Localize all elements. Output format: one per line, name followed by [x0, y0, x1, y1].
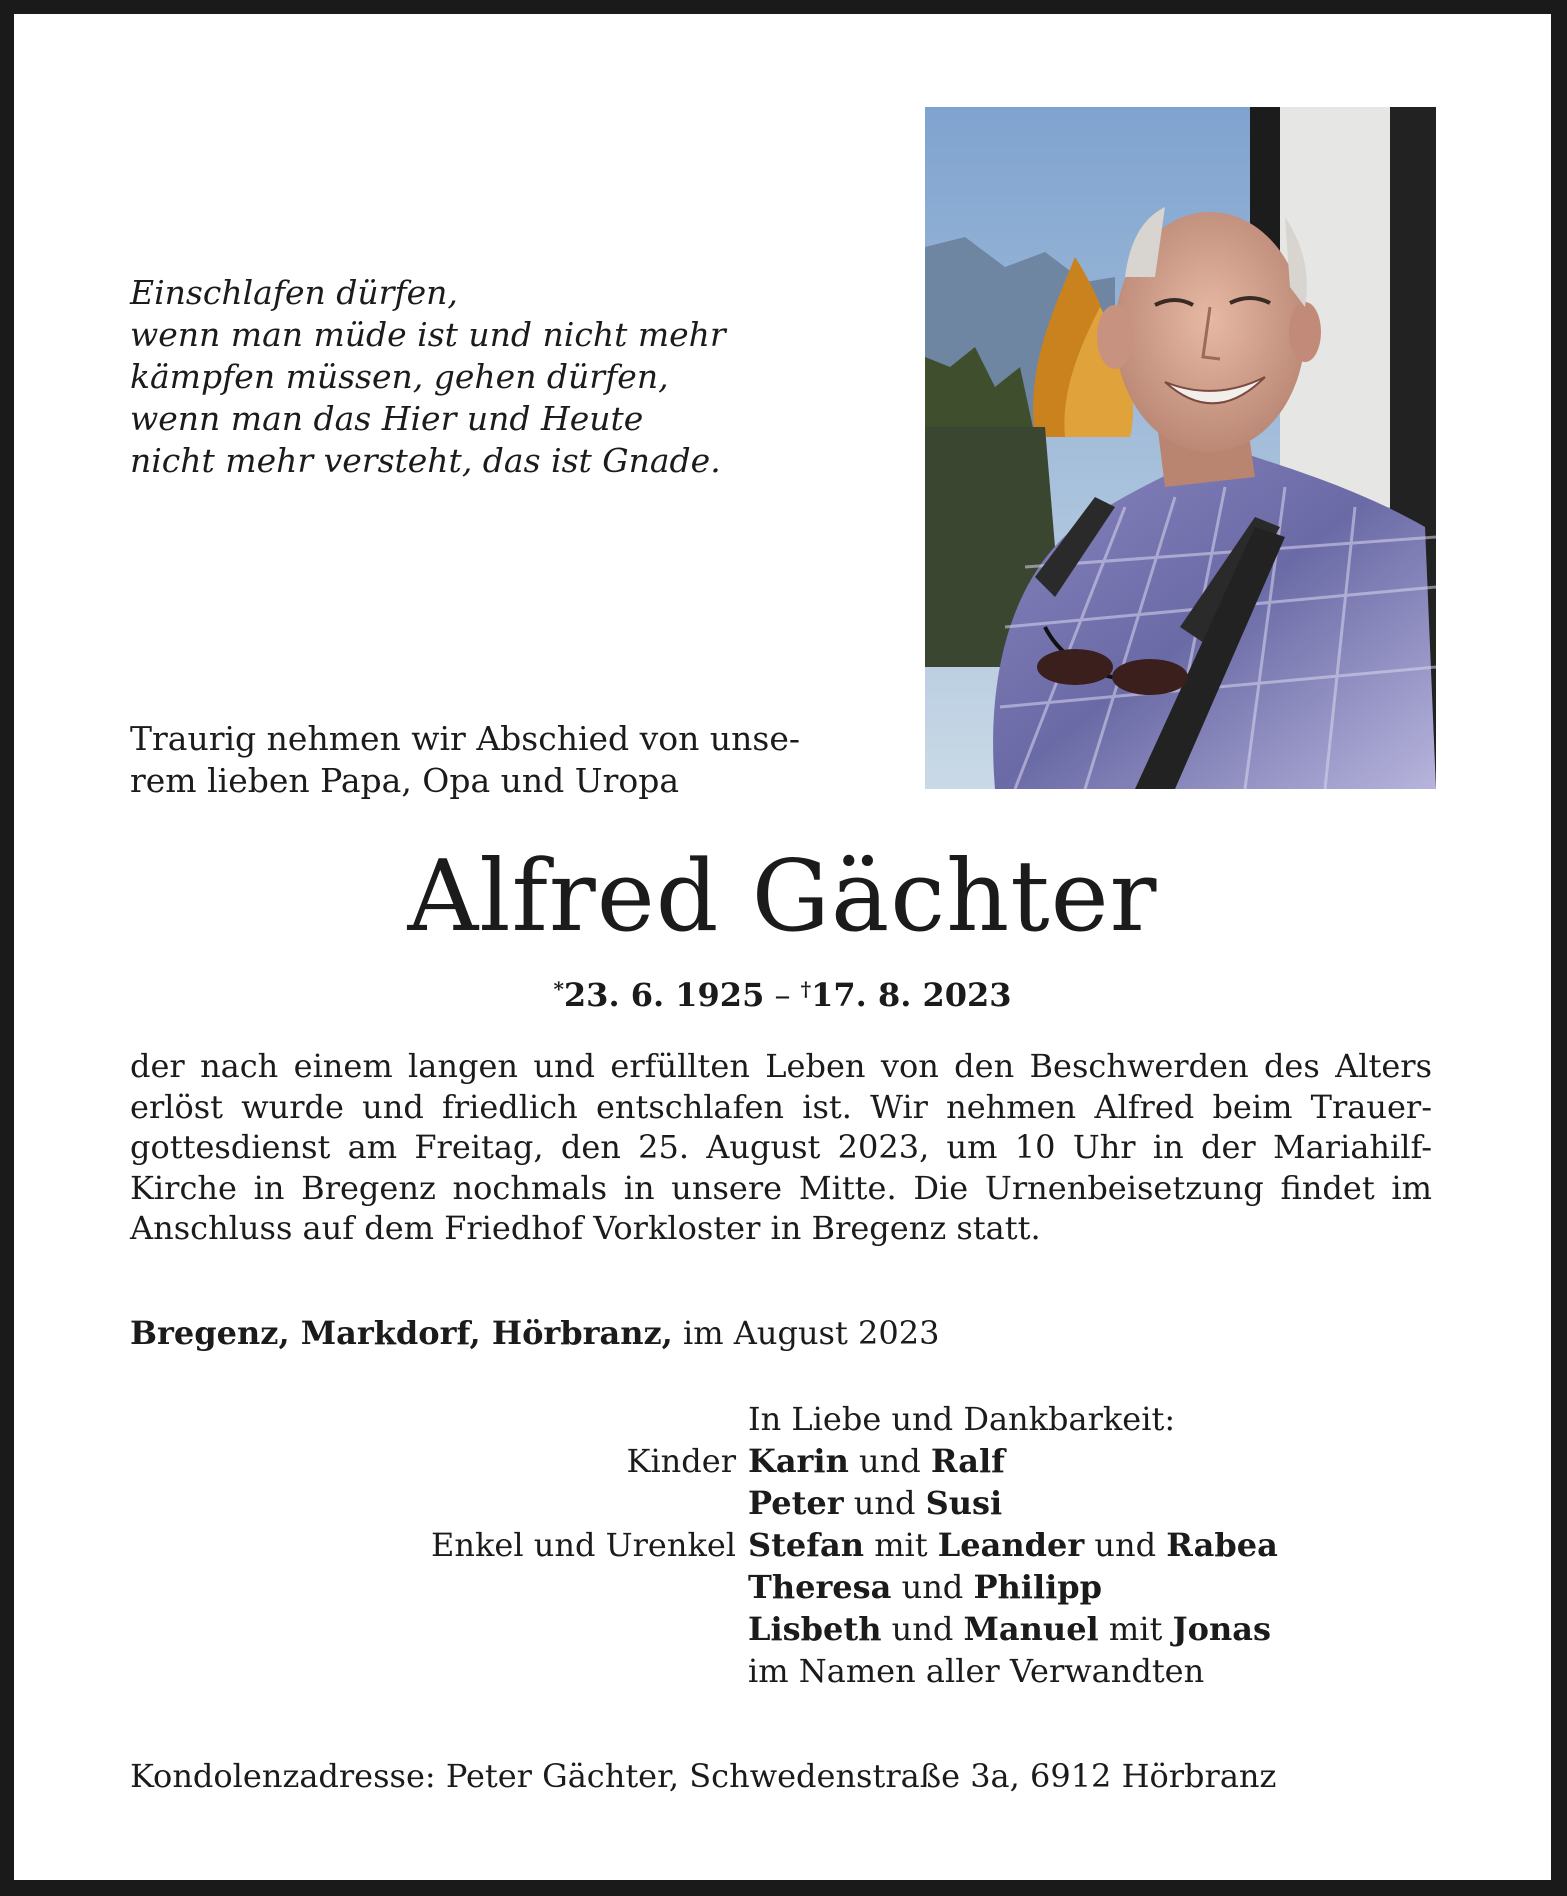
family-name: Karin	[748, 1442, 849, 1480]
poem-line: nicht mehr versteht, das ist Gnade.	[130, 441, 721, 480]
children-line-1	[748, 1440, 1432, 1482]
conjunction: mit	[1098, 1610, 1173, 1648]
family-closing: im Namen aller Verwandten	[748, 1652, 1205, 1690]
conjunction: und	[848, 1442, 931, 1480]
family-name: Manuel	[963, 1610, 1099, 1648]
intro-line: rem lieben Papa, Opa und Uropa	[130, 761, 680, 800]
obituary-page	[14, 14, 1551, 1880]
place-date-line	[130, 1312, 1130, 1354]
family-name: Rabea	[1166, 1526, 1278, 1564]
life-dates	[14, 969, 1551, 1015]
conjunction: und	[881, 1610, 964, 1648]
children-line-2	[748, 1482, 1432, 1524]
body-line: gottesdienst am Freitag, den 25. August 2023, um 10 Uhr in der Mariahilf-	[130, 1128, 1432, 1166]
grandchildren-line-3	[748, 1608, 1432, 1650]
condolence-address: Kondolenzadresse: Peter Gächter, Schwedenstraße 3a, 6912 Hörbranz	[130, 1757, 1277, 1795]
family-name: Lisbeth	[748, 1610, 882, 1648]
birth-date: 23. 6. 1925	[563, 976, 765, 1014]
birth-symbol: *	[553, 977, 564, 1001]
poem-verse	[130, 272, 830, 482]
family-name: Ralf	[930, 1442, 1005, 1480]
death-symbol: †	[800, 977, 812, 1001]
family-name: Stefan	[748, 1526, 865, 1564]
grandchildren-label: Enkel und Urenkel	[431, 1526, 736, 1564]
deceased-name: Alfred Gächter	[407, 840, 1158, 954]
conjunction: mit	[864, 1526, 938, 1564]
body-line: Anschluss auf dem Friedhof Vorkloster in Bregenz statt.	[130, 1209, 1041, 1247]
conjunction: und	[891, 1568, 974, 1606]
conjunction: und	[843, 1484, 926, 1522]
poem-line: wenn man das Hier und Heute	[130, 399, 644, 438]
poem-line: kämpfen müssen, gehen dürfen,	[130, 357, 669, 396]
grandchildren-line-2	[748, 1566, 1432, 1608]
poem-line: Einschlafen dürfen,	[130, 273, 458, 312]
family-name: Philipp	[973, 1568, 1102, 1606]
intro-text	[130, 718, 910, 802]
family-signatures	[130, 1398, 1432, 1692]
grandchildren-line-1	[748, 1524, 1432, 1566]
date-separator: –	[764, 976, 801, 1014]
family-name: Jonas	[1172, 1610, 1271, 1648]
conjunction: und	[1084, 1526, 1167, 1564]
poem-line: wenn man müde ist und nicht mehr	[130, 315, 726, 354]
family-name: Peter	[748, 1484, 844, 1522]
body-line: Kirche in Bregenz nochmals in unsere Mitte. Die Urnenbeisetzung findet im	[130, 1168, 1432, 1207]
portrait-photo	[925, 107, 1436, 789]
places-bold: Bregenz, Markdorf, Hörbranz,	[130, 1314, 673, 1352]
intro-line: Traurig nehmen wir Abschied von unse-	[130, 719, 801, 758]
death-date: 17. 8. 2023	[811, 976, 1012, 1014]
family-heading: In Liebe und Dankbarkeit:	[748, 1400, 1176, 1438]
places-rest: im August 2023	[672, 1314, 940, 1352]
family-name: Theresa	[748, 1568, 892, 1606]
children-label: Kinder	[626, 1442, 736, 1480]
body-line: der nach einem langen und erfüllten Leben von den Beschwerden des Alters	[130, 1047, 1432, 1085]
family-name: Leander	[937, 1526, 1085, 1564]
body-line: erlöst wurde und friedlich entschlafen ist. Wir nehmen Alfred beim Trauer-	[130, 1087, 1432, 1126]
family-name: Susi	[925, 1484, 1003, 1522]
announcement-body	[130, 1046, 1432, 1249]
